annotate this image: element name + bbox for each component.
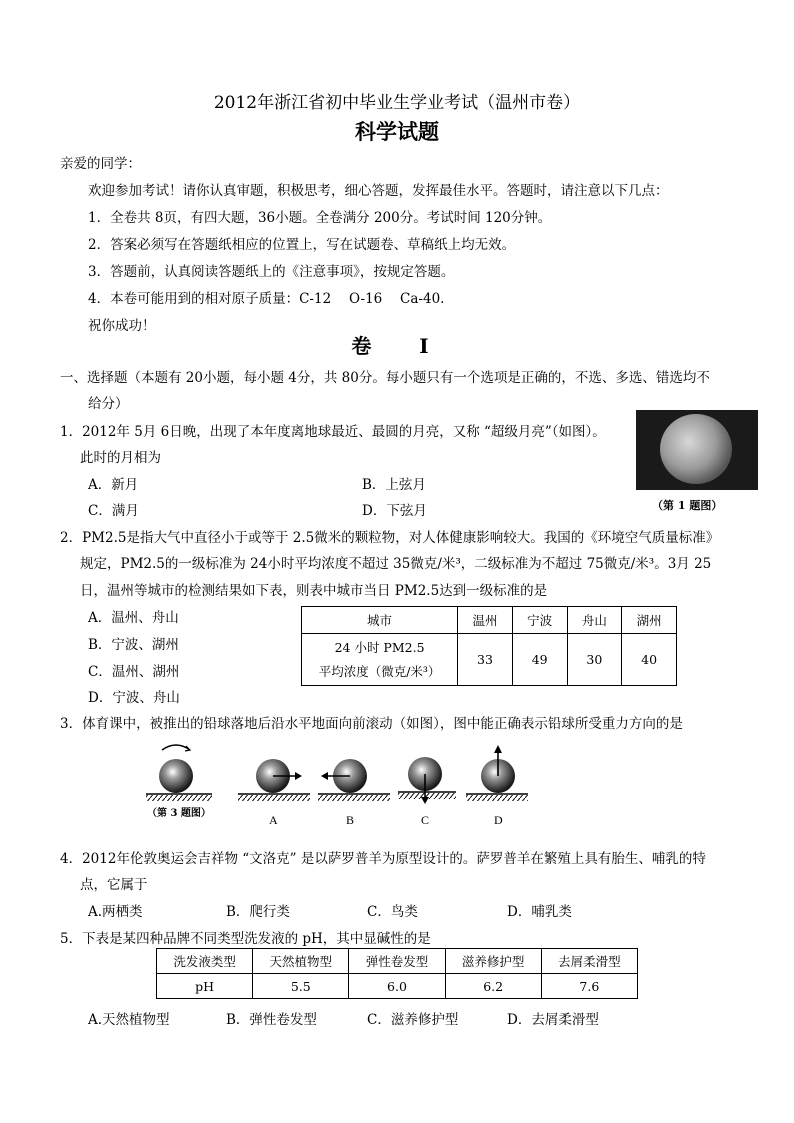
q2-option-d: D．宁波、舟山 — [88, 690, 180, 706]
section-heading-line2: 给分） — [88, 396, 129, 412]
q5-option-a: A.天然植物型 — [88, 1012, 170, 1028]
pm25-header-wenzhou: 温州 — [458, 607, 513, 634]
ph-row-label: pH — [157, 974, 253, 999]
ph-header-curl: 弹性卷发型 — [349, 949, 445, 974]
pm25-value-zhoushan: 30 — [567, 634, 622, 686]
q4-option-c: C．鸟类 — [367, 904, 418, 920]
q3-text: 3．体育课中，被推出的铅球落地后沿水平地面向前滚动（如图），图中能正确表示铅球所受重力方向的是 — [60, 716, 683, 732]
q1-option-a: A．新月 — [88, 477, 139, 493]
ph-header-dandruff: 去屑柔滑型 — [541, 949, 637, 974]
pm25-row-label — [302, 634, 458, 686]
pm25-value-wenzhou: 33 — [458, 634, 513, 686]
note-3: 3．答题前，认真阅读答题纸上的《注意事项》，按规定答题。 — [88, 264, 455, 280]
option-d-figure — [466, 745, 528, 801]
q5-text: 5．下表是某四种品牌不同类型洗发液的 pH，其中显碱性的是 — [60, 931, 431, 947]
wish-text: 祝你成功！ — [88, 318, 156, 334]
q4-line1: 4．2012年伦敦奥运会吉祥物 “文洛克” 是以萨罗普羊为原型设计的。萨罗普羊在繁殖上具有胎生、哺乳的特 — [60, 851, 706, 867]
shotput-figure — [140, 738, 530, 830]
q1-line1: 1．2012年 5月 6日晚，出现了本年度离地球最近、最圆的月亮，又称 “超级月亮”（如图）。 — [60, 424, 606, 440]
q1-line2: 此时的月相为 — [80, 450, 161, 466]
pm25-header-city: 城市 — [302, 607, 458, 634]
super-moon-image — [636, 410, 758, 490]
note-2: 2．答案必须写在答题纸相应的位置上，写在试题卷、草稿纸上均无效。 — [88, 237, 516, 253]
q4-option-a: A.两栖类 — [88, 904, 143, 920]
q4-option-d: D．哺乳类 — [507, 904, 572, 920]
ph-value-curl: 6.0 — [349, 974, 445, 999]
pm25-value-ningbo: 49 — [512, 634, 567, 686]
pm25-header-ningbo: 宁波 — [512, 607, 567, 634]
note-4: 4．本卷可能用到的相对原子质量：C-12 O-16 Ca-40. — [88, 291, 445, 307]
pm25-header-huzhou: 湖州 — [622, 607, 677, 634]
ph-value-nourish: 6.2 — [445, 974, 541, 999]
exam-subtitle: 科学试题 — [355, 119, 439, 144]
pm25-row-label-line2: 平均浓度（微克/米³） — [318, 663, 441, 679]
q5-option-d: D．去屑柔滑型 — [507, 1012, 599, 1028]
q1-figure-caption: （第 1 题图） — [652, 499, 723, 512]
label-a: A — [269, 813, 278, 827]
option-a-figure — [238, 759, 310, 801]
ph-header-nourish: 滋养修护型 — [445, 949, 541, 974]
pm25-value-huzhou: 40 — [622, 634, 677, 686]
q1-option-c: C．满月 — [88, 503, 139, 519]
welcome-text: 欢迎参加考试！请你认真审题，积极思考，细心答题，发挥最佳水平。答题时，请注意以下几点： — [88, 183, 669, 199]
section-title: 卷 I — [351, 334, 443, 358]
option-b-figure — [318, 759, 390, 801]
option-c-figure — [398, 757, 456, 804]
q5-option-c: C．滋养修护型 — [367, 1012, 459, 1028]
ph-header-natural: 天然植物型 — [253, 949, 349, 974]
greeting: 亲爱的同学： — [60, 156, 141, 172]
pm25-header-zhoushan: 舟山 — [567, 607, 622, 634]
label-d: D — [494, 813, 503, 827]
q2-line3: 日，温州等城市的检测结果如下表，则表中城市当日 PM2.5达到一级标准的是 — [80, 583, 548, 599]
q1-option-b: B．上弦月 — [362, 477, 426, 493]
ph-value-natural: 5.5 — [253, 974, 349, 999]
q5-option-b: B．弹性卷发型 — [226, 1012, 317, 1028]
note-1: 1．全卷共 8页，有四大题，36小题。全卷满分 200分。考试时间 120分钟。 — [88, 210, 552, 226]
q2-option-b: B．宁波、湖州 — [88, 637, 179, 653]
q1-option-d: D．下弦月 — [362, 503, 427, 519]
q4-option-b: B．爬行类 — [226, 904, 290, 920]
q2-option-a: A．温州、舟山 — [88, 610, 179, 626]
ph-value-dandruff: 7.6 — [541, 974, 637, 999]
ph-header-type: 洗发液类型 — [157, 949, 253, 974]
figure-original-ball — [146, 745, 212, 801]
q2-line1: 2．PM2.5是指大气中直径小于或等于 2.5微米的颗粒物，对人体健康影响较大。我国的《环境空气质量标准》 — [60, 530, 720, 546]
q2-line2: 规定，PM2.5的一级标准为 24小时平均浓度不超过 35微克/米³，二级标准为不超过 75微克/米³。3月 25 — [80, 556, 712, 572]
q3-figure-caption: （第 3 题图） — [147, 808, 211, 819]
q2-option-c: C．温州、湖州 — [88, 664, 180, 680]
label-c: C — [421, 813, 430, 827]
pm25-table — [301, 606, 677, 686]
q4-line2: 点，它属于 — [80, 877, 148, 893]
ph-table — [156, 948, 638, 999]
label-b: B — [346, 813, 355, 827]
exam-title: 2012年浙江省初中毕业生学业考试（温州市卷） — [213, 93, 581, 113]
pm25-row-label-line1: 24 小时 PM2.5 — [334, 639, 425, 655]
section-heading-line1: 一、选择题（本题有 20小题，每小题 4分，共 80分。每小题只有一个选项是正确的，不选、多选、错选均不 — [60, 370, 710, 386]
